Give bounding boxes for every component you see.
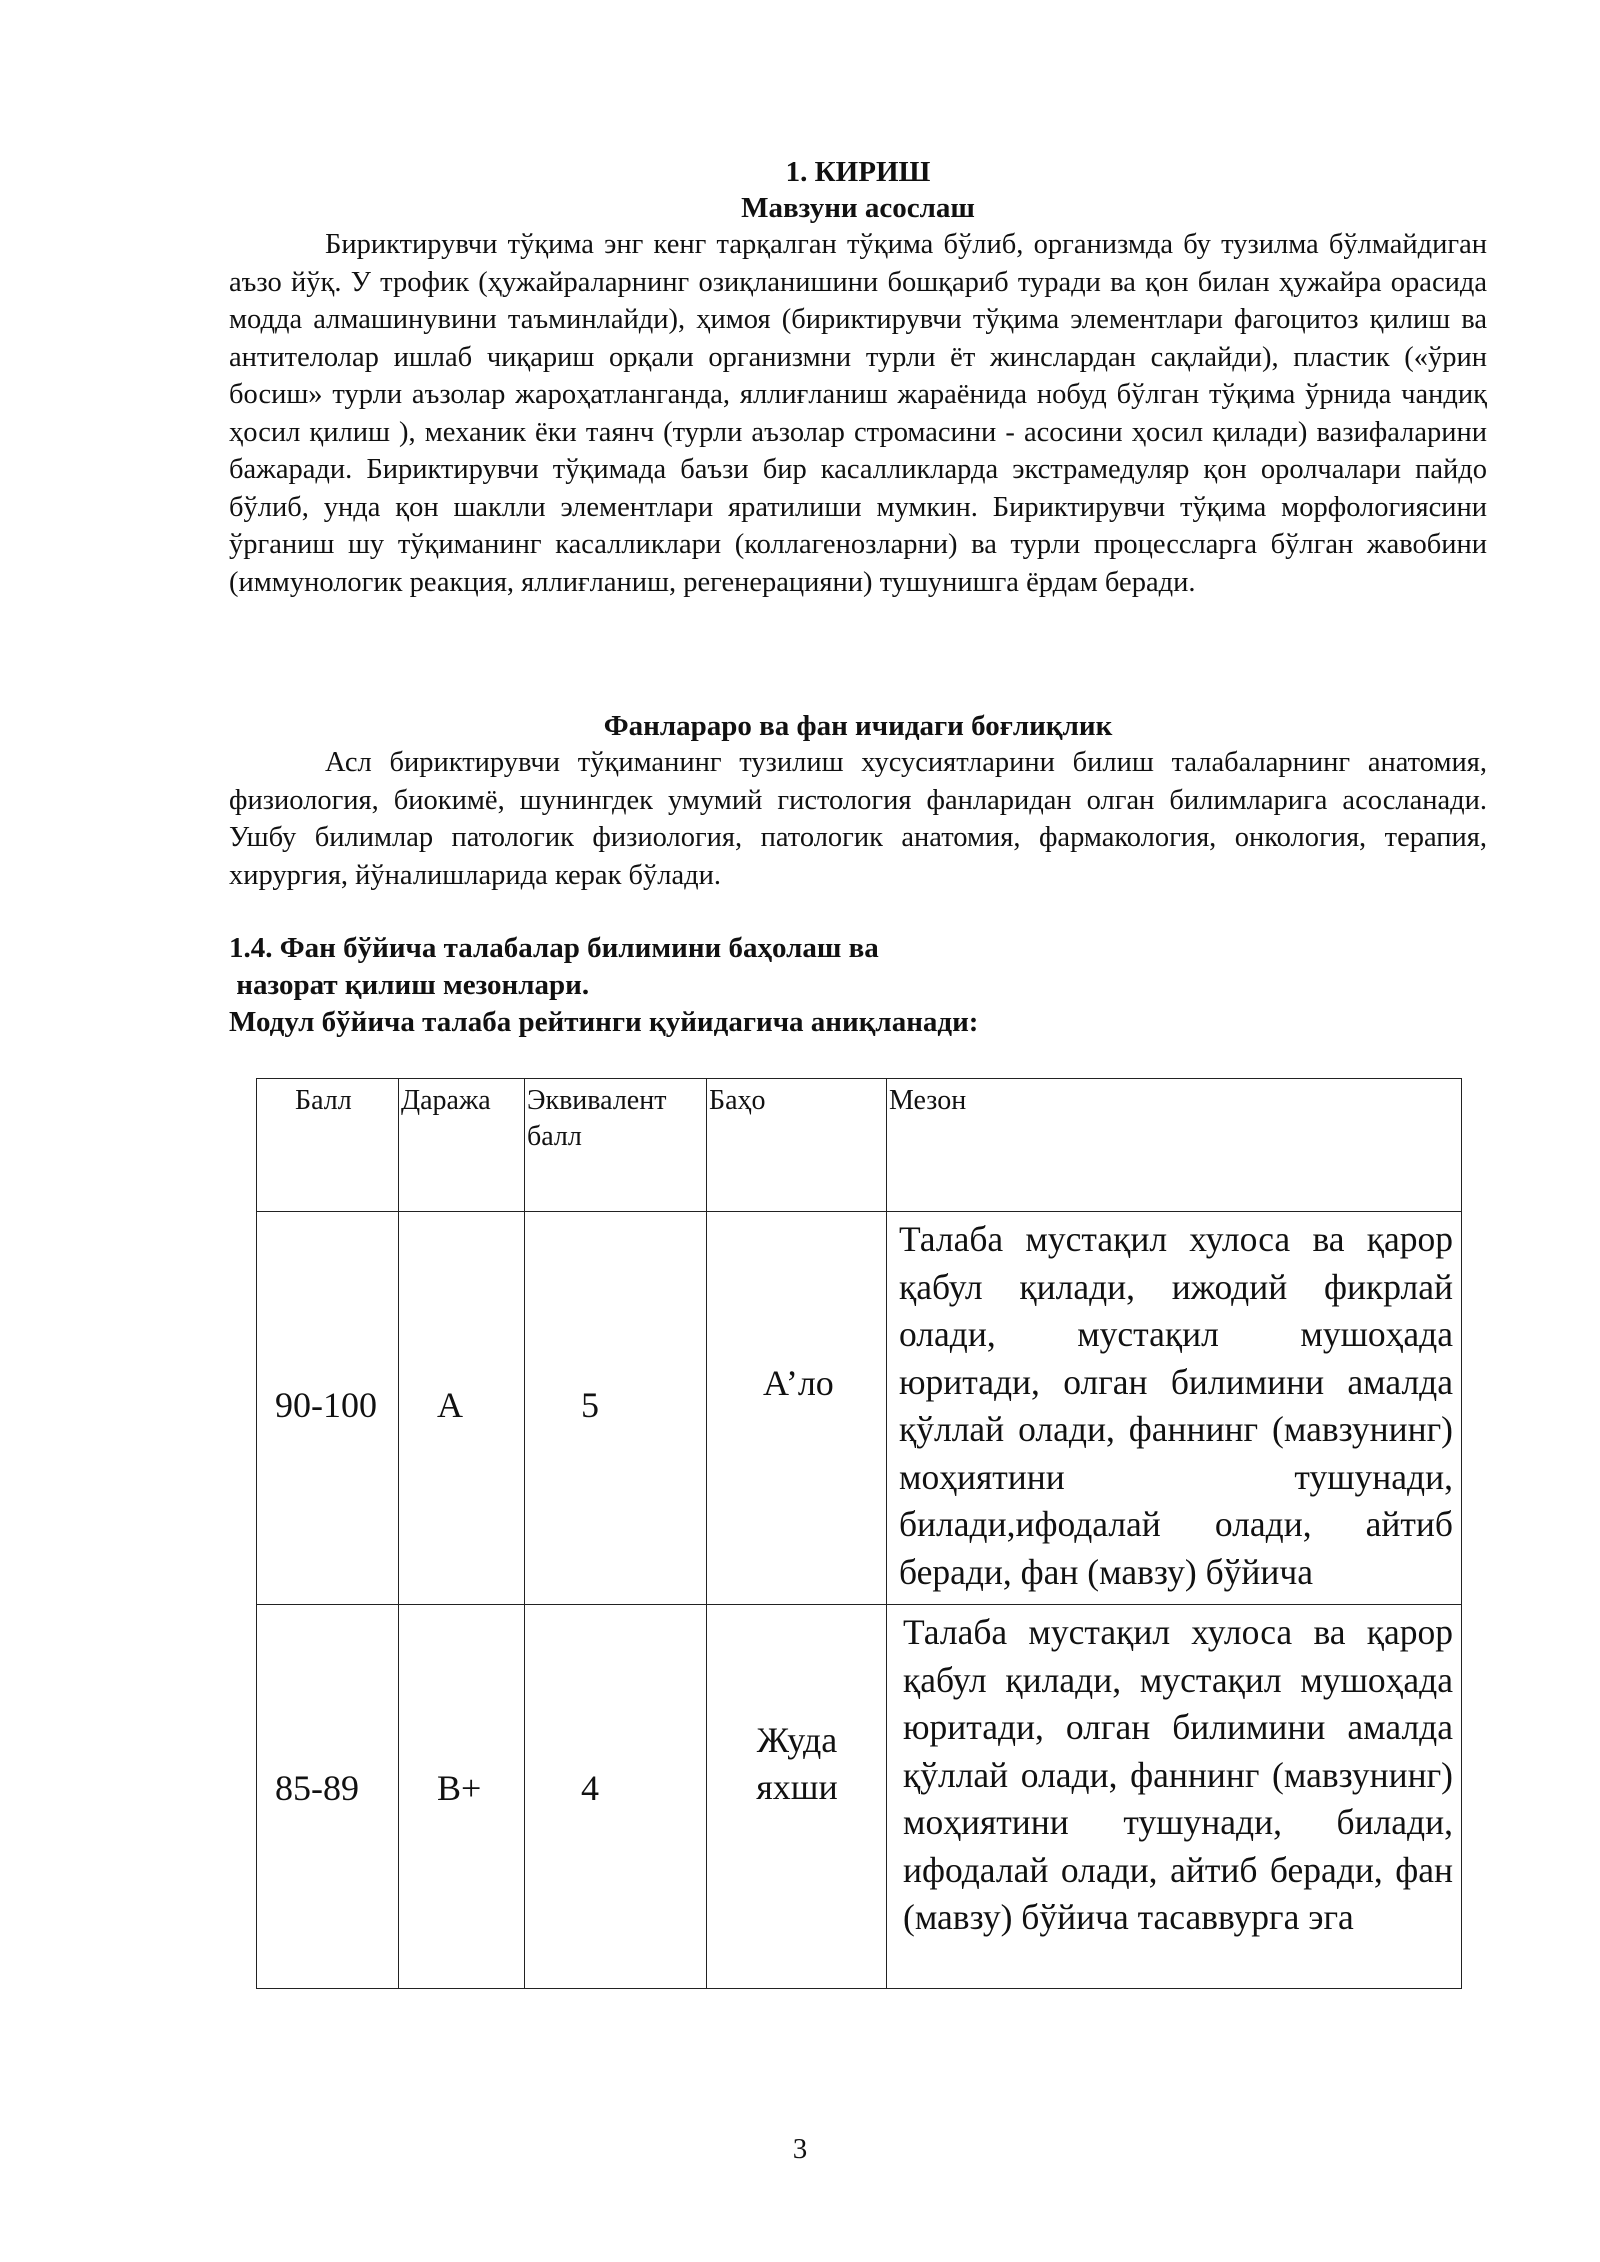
assessment-heading-line1: 1.4. Фан бўйича талабалар билимини баҳолаш ва: [229, 932, 879, 964]
header-level: Даража: [399, 1079, 525, 1212]
header-grade: Баҳо: [707, 1079, 887, 1212]
section-subheading: Мавзуни асослаш: [741, 192, 975, 224]
assessment-intro: Модул бўйича талаба рейтинги қуйидагича аниқланади:: [229, 1006, 979, 1038]
table-header-row: [257, 1079, 1462, 1212]
assessment-section: [229, 930, 1487, 1041]
equivalent-cell: 5: [525, 1212, 707, 1605]
grade-cell: А’ло: [707, 1212, 887, 1605]
interdisciplinary-heading: Фанлараро ва фан ичидаги боғлиқлик: [603, 710, 1113, 742]
equivalent-cell: 4: [525, 1605, 707, 1989]
score-cell: 90-100: [257, 1212, 399, 1605]
criteria-cell: Талаба мустақил хулоса ва қарор қабул қилади, ижодий фикрлай олади, мустақил мушоҳада юритади, олган билимини амалда қўллай олади, фаннинг (мавзунинг) моҳиятини тушунади, билади,ифодалай олади, айтиб беради, фан (мавзу) бўйича: [887, 1212, 1462, 1605]
score-cell: 85-89: [257, 1605, 399, 1989]
table-row: [257, 1212, 1462, 1605]
assessment-heading-line2: назорат қилиш мезонлари.: [229, 969, 590, 1001]
header-score: Балл: [257, 1079, 399, 1212]
introduction-section: [229, 154, 1487, 601]
section-heading: 1. КИРИШ: [785, 156, 931, 188]
criteria-cell: Талаба мустақил хулоса ва қарор қабул қилади, мустақил мушоҳада юритади, олган билимини амалда қўллай олади, фаннинг (мавзунинг) моҳиятини тушунади, билади, ифодалай олади, айтиб беради, фан (мавзу) бўйича тасаввурга эга: [887, 1605, 1462, 1989]
level-cell: A: [399, 1212, 525, 1605]
table-row: [257, 1605, 1462, 1989]
page-number: 3: [792, 2133, 808, 2165]
header-criteria: Мезон: [887, 1079, 1462, 1212]
level-cell: B+: [399, 1605, 525, 1989]
grading-table: [256, 1078, 1462, 1989]
interdisciplinary-paragraph: Асл бириктирувчи тўқиманинг тузилиш хусусиятларини билиш талабаларнинг анатомия, физиология, биокимё, шунингдек умумий гистология фанларидан олган билимларига асосланади. Ушбу билимлар патологик физиология, патологик анатомия, фармакология, онкология, терапия, хирургия, йўналишларида керак бўлади.: [229, 747, 1487, 891]
rationale-paragraph: Бириктирувчи тўқима энг кенг тарқалган тўқима бўлиб, организмда бу тузилма бўлмайдиган аъзо йўқ. У трофик (ҳужайраларнинг озиқланишини бошқариб туради ва қон билан ҳужайра орасида модда алмашинувини таъминлайди), ҳимоя (бириктирувчи тўқима элементлари фагоцитоз қилиш ва антителолар ишлаб чиқариш орқали организмни турли ёт жинслардан сақлайди), пластик («ўрин босиш» турли аъзолар жароҳатланганда, яллиғланиш жараёнида нобуд бўлган тўқима ўрнида чандиқ ҳосил қилиш ), механик ёки таянч (турли аъзолар стромасини - асосини ҳосил қилади) вазифаларини бажаради. Бириктирувчи тўқимада баъзи бир касалликларда экстрамедуляр қон оролчалари пайдо бўлиб, унда қон шаклли элементлари яратилиши мумкин. Бириктирувчи тўқима морфологиясини ўрганиш шу тўқиманинг касалликлари (коллагенозларни) ва турли процессларга бўлган жавобини (иммунологик реакция, яллиғланиш, регенерацияни) тушунишга ёрдам беради.: [229, 229, 1487, 598]
header-equivalent: Эквивалент балл: [525, 1079, 707, 1212]
interdisciplinary-section: [229, 708, 1487, 894]
grade-cell: Жуда яхши: [707, 1605, 887, 1989]
